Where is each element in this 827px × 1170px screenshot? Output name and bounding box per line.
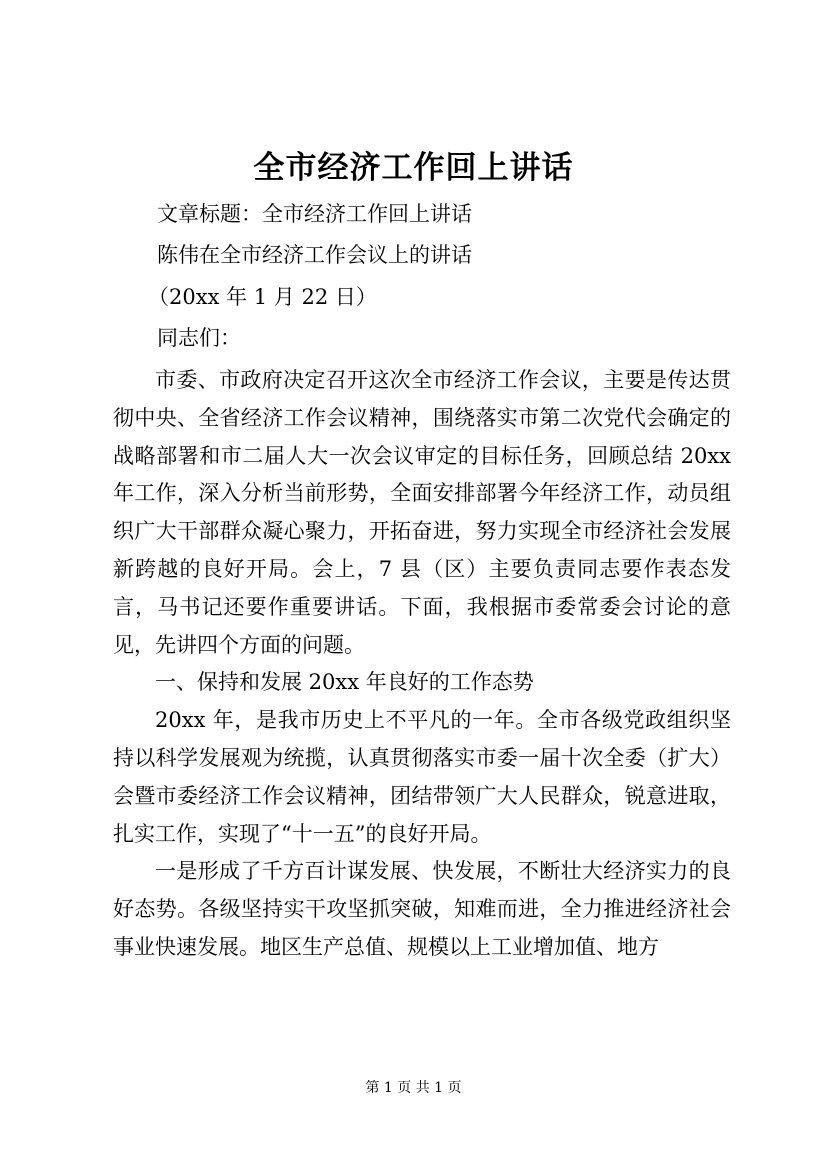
section-heading-1: 一、保持和发展 20xx 年良好的工作态势 bbox=[155, 670, 534, 695]
document-title: 全市经济工作回上讲话 bbox=[253, 150, 574, 186]
speaker-line: 陈伟在全市经济工作会议上的讲话 bbox=[157, 243, 472, 267]
salutation-line: 同志们： bbox=[157, 326, 241, 350]
article-title-line: 文章标题：全市经济工作回上讲话 bbox=[157, 202, 472, 226]
page-footer: 第 1 页 共 1 页 bbox=[365, 1080, 462, 1096]
paragraph-first-point: 一是形成了千方百计谋发展、快发展，不断壮大经济实力的良好态势。各级坚持实干攻坚抓突破，知难而进，全力推进经济社会事业快速发展。地区生产总值、规模以上工业增加值、地方 bbox=[113, 859, 731, 959]
body-text bbox=[113, 362, 731, 967]
paragraph-review: 20xx 年，是我市历史上不平凡的一年。全市各级党政组织坚持以科学发展观为统揽，认真贯彻落实市委一届十次全委（扩大）会暨市委经济工作会议精神，团结带领广大人民群众，锐意进取，扎实工作，实现了“十一五”的良好开局。 bbox=[113, 708, 731, 846]
date-line: （20xx 年 1 月 22 日） bbox=[148, 285, 377, 309]
paragraph-intro: 市委、市政府决定召开这次全市经济工作会议，主要是传达贯彻中央、全省经济工作会议精神，围绕落实市第二次党代会确定的战略部署和市二届人大一次会议审定的目标任务，回顾总结 20xx 年工作，深入分析当前形势，全面安排部署今年经济工作，动员组织广大干部群众凝心聚力，开拓奋进，努力实现全市经济社会发展新跨越的良好开局。会上，7 县（区）主要负责同志要作表态发言，马书记还要作重要讲话。下面，我根据市委常委会讨论的意见，先讲四个方面的问题。 bbox=[113, 368, 731, 657]
